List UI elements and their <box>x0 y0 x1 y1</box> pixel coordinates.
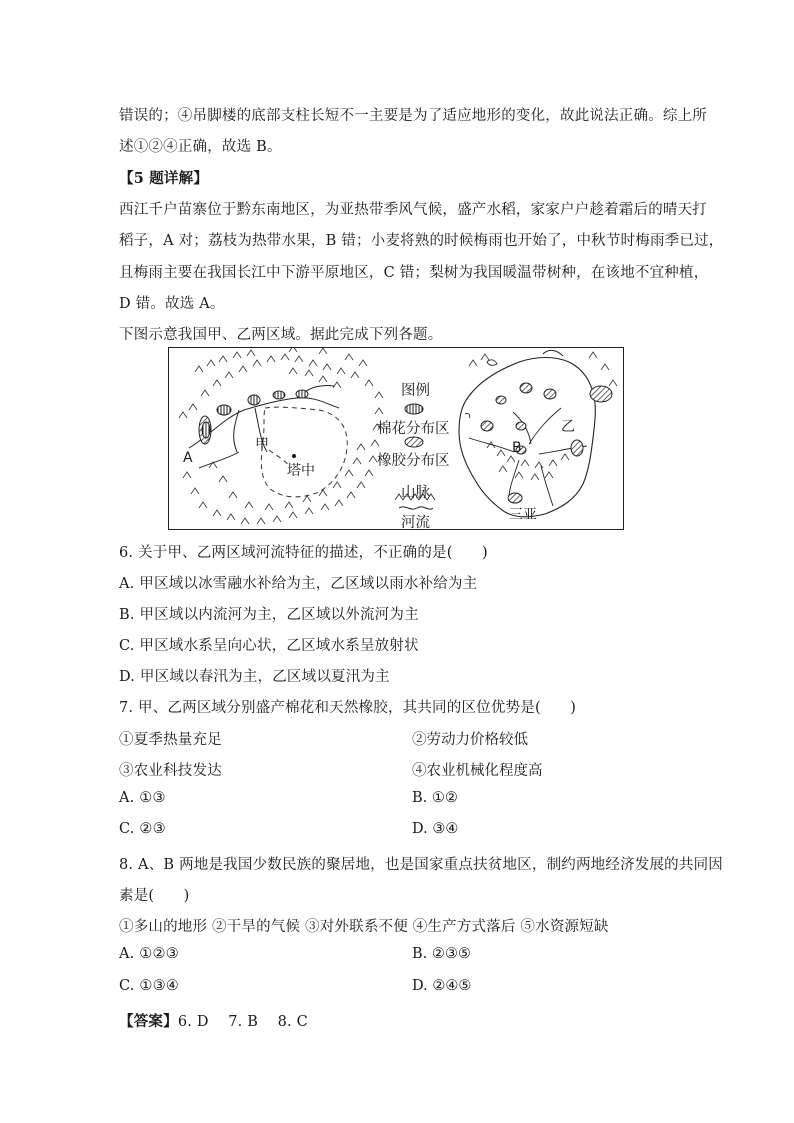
q8-items: ①多山的地形 ②干旱的气候 ③对外联系不便 ④生产方式落后 ⑤水资源短缺 <box>119 919 609 935</box>
tazhong-point <box>292 454 296 458</box>
label-tazhong: 塔中 <box>287 463 315 479</box>
q7-option-d: D. ③④ <box>412 821 459 837</box>
q8-option-b: B. ②③⑤ <box>412 946 471 962</box>
cotton-areas-jia <box>199 390 308 444</box>
label-yi: 乙 <box>561 419 575 435</box>
q7-stem: 7. 甲、乙两区域分别盛产棉花和天然橡胶，其共同的区位优势是( ) <box>119 700 577 716</box>
q8-option-d: D. ②④⑤ <box>412 978 472 994</box>
region-map-drawing <box>169 348 623 529</box>
answer-label: 【答案】 <box>119 1013 178 1030</box>
legend-rubber-symbol <box>405 437 423 447</box>
label-point-b: B <box>512 440 522 456</box>
q8-option-c: C. ①③④ <box>119 978 179 994</box>
answer-line <box>119 1010 308 1031</box>
q5-detail-line-3: 且梅雨主要在我国长江中下游平原地区，C 错；梨树为我国暖温带树种，在该地不宜种植， <box>119 265 709 281</box>
legend-mountain-label: 山脉 <box>401 485 430 501</box>
q5-detail-line-2: 稻子，A 对；荔枝为热带水果，B 错；小麦将熟的时候梅雨也开始了，中秋节时梅雨季已过， <box>119 233 724 249</box>
q8-stem-line-1: 8. A、B 两地是我国少数民族的聚居地，也是国家重点扶贫地区，制约两地经济发展的共同因 <box>119 857 723 873</box>
q7-option-a: A. ①③ <box>119 790 166 806</box>
region-map-figure <box>168 347 624 530</box>
desert-boundary-jia <box>261 407 347 497</box>
q6-option-d: D. 甲区域以春汛为主，乙区域以夏汛为主 <box>119 669 390 685</box>
q7-item-4: ④农业机械化程度高 <box>412 763 543 779</box>
legend-cotton-symbol <box>405 404 423 414</box>
legend-river-symbol <box>399 507 433 509</box>
q7-item-3: ③农业科技发达 <box>119 763 222 779</box>
label-sanya: 三亚 <box>509 507 537 523</box>
q7-item-1: ①夏季热量充足 <box>119 732 222 748</box>
intro-line-2: 述①②④正确，故选 B。 <box>119 139 282 155</box>
q8-stem-line-2: 素是( ) <box>119 888 190 904</box>
q5-detail-header: 【5 题详解】 <box>119 170 209 187</box>
label-point-a: A <box>183 450 193 466</box>
q6-option-a: A. 甲区域以冰雪融水补给为主，乙区域以雨水补给为主 <box>119 576 478 592</box>
q7-item-2: ②劳动力价格较低 <box>412 732 528 748</box>
legend-river-label: 河流 <box>401 515 430 531</box>
q6-option-b: B. 甲区域以内流河为主，乙区域以外流河为主 <box>119 607 419 623</box>
map-intro: 下图示意我国甲、乙两区域。据此完成下列各题。 <box>119 327 443 343</box>
q7-option-c: C. ②③ <box>119 821 166 837</box>
q6-stem: 6. 关于甲、乙两区域河流特征的描述，不正确的是( ) <box>119 545 488 561</box>
legend-title: 图例 <box>401 383 430 399</box>
rivers-jia <box>189 386 339 469</box>
q8-option-a: A. ①②③ <box>119 946 179 962</box>
intro-line-1: 错误的；④吊脚楼的底部支柱长短不一主要是为了适应地形的变化，故此说法正确。综上所 <box>119 108 707 124</box>
legend-cotton-label: 棉花分布区 <box>377 421 450 437</box>
q6-option-c: C. 甲区域水系呈向心状，乙区域水系呈放射状 <box>119 638 419 654</box>
q7-option-b: B. ①② <box>412 790 458 806</box>
q5-detail-line-4: D 错。故选 A。 <box>119 296 225 312</box>
legend-rubber-label: 橡胶分布区 <box>377 453 450 469</box>
answer-text: 6. D 7. B 8. C <box>177 1014 308 1030</box>
islands-small <box>465 360 497 418</box>
label-jia: 甲 <box>255 437 269 453</box>
q5-detail-line-1: 西江千户苗寨位于黔东南地区，为亚热带季风气候，盛产水稻，家家户户趁着霜后的晴天打 <box>119 202 707 218</box>
